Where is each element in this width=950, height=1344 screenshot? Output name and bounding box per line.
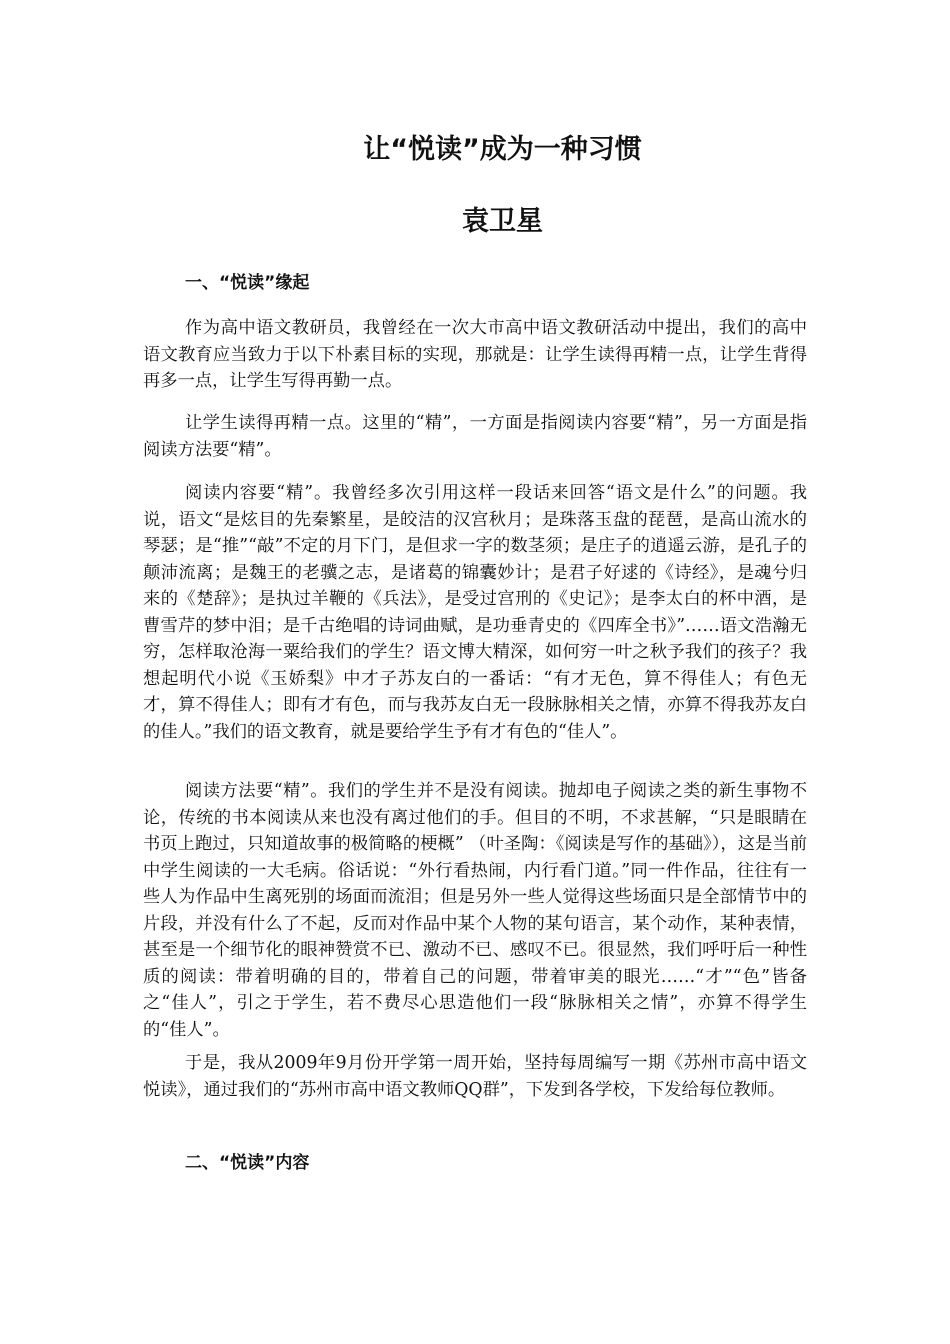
paragraph-1: 作为高中语文教研员，我曾经在一次大市高中语文教研活动中提出，我们的高中语文教育应当致力于以下朴素目标的实现，那就是：让学生读得再精一点，让学生背得再多一点，让学生写得再勤一点。 bbox=[143, 318, 807, 391]
document-title: 让“悦读”成为一种习惯 bbox=[363, 134, 642, 165]
paragraph-3: 阅读内容要“精”。我曾经多次引用这样一段话来回答“语文是什么”的问题。我说，语文“是炫目的先秦繁星，是皎洁的汉宫秋月；是珠落玉盘的琵琶，是高山流水的琴瑟；是“推”“敲”不定的月下门，是但求一字的数茎须；是庄子的逍遥云游，是孔子的颠沛流离；是魏王的老骥之志，是诸葛的锦囊妙计；是君子好逑的《诗经》，是魂兮归来的《楚辞》；是执过羊鞭的《兵法》，是受过宫刑的《史记》；是李太白的杯中酒，是曹雪芹的梦中泪；是千古绝唱的诗词曲赋，是功垂青史的《四库全书》”……语文浩瀚无穷，怎样取沧海一粟给我们的学生？语文博大精深，如何穷一叶之秋予我们的孩子？我想起明代小说《玉娇梨》中才子苏友白的一番话：“有才无色，算不得佳人；有色无才，算不得佳人；即有才有色，而与我苏友白无一段脉脉相关之情，亦算不得我苏友白的佳人。”我们的语文教育，就是要给学生予有才有色的“佳人”。 bbox=[143, 483, 807, 742]
section-heading-content: 二、“悦读”内容 bbox=[185, 1153, 310, 1173]
paragraph-2: 让学生读得再精一点。这里的“精”，一方面是指阅读内容要“精”，另一方面是指阅读方法要“精”。 bbox=[143, 413, 807, 460]
author-name: 袁卫星 bbox=[462, 206, 543, 237]
paragraph-5: 于是，我从2009年9月份开学第一周开始，坚持每周编写一期《苏州市高中语文悦读》，通过我们的“苏州市高中语文教师QQ群”，下发到各学校，下发给每位教师。 bbox=[143, 1053, 807, 1100]
paragraph-4: 阅读方法要“精”。我们的学生并不是没有阅读。抛却电子阅读之类的新生事物不论，传统的书本阅读从来也没有离过他们的手。但目的不明，不求甚解，“只是眼睛在书页上跑过，只知道故事的极简略的梗概” （叶圣陶：《阅读是写作的基础》），这是当前中学生阅读的一大毛病。俗话说：“外行看热闹，内行看门道。”同一件作品，往往有一些人为作品中生离死别的场面而流泪；但是另外一些人觉得这些场面只是全部情节中的片段，并没有什么了不起，反而对作品中某个人物的某句语言，某个动作，某种表情，甚至是一个细节化的眼神赞赏不已、激动不已、感叹不已。很显然，我们呼吁后一种性质的阅读：带着明确的目的，带着自己的问题，带着审美的眼光……“才”“色”皆备之“佳人”，引之于学生，若不费尽心思造他们一段“脉脉相关之情”，亦算不得学生的“佳人”。 bbox=[143, 781, 807, 1040]
section-heading-origin: 一、“悦读”缘起 bbox=[185, 273, 310, 293]
